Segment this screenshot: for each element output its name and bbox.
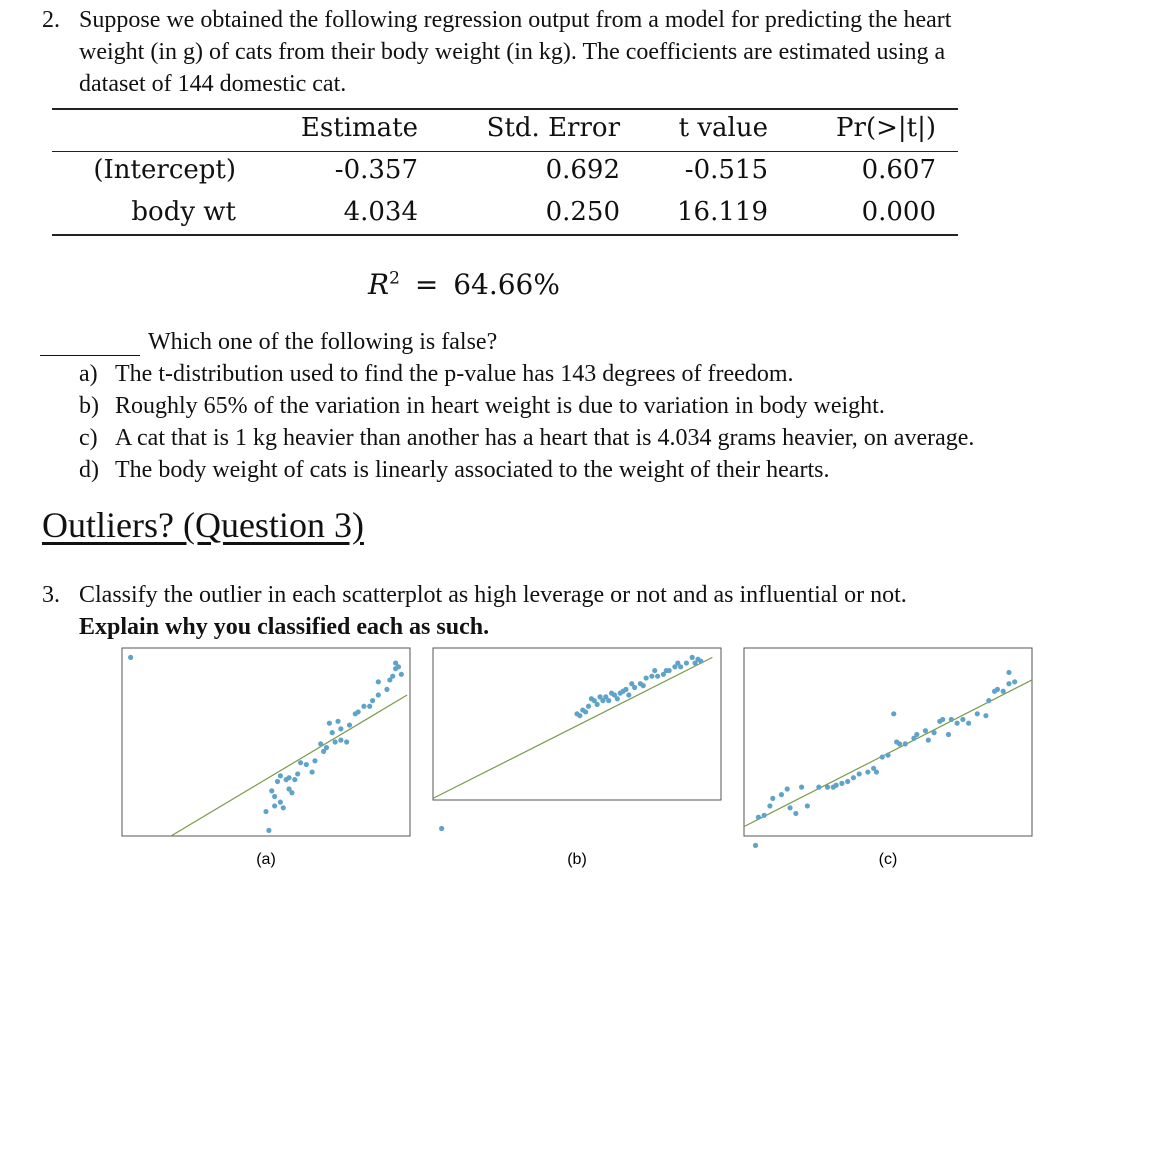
data-point [1006, 670, 1011, 675]
data-point [785, 786, 790, 791]
scatterplot-c [744, 648, 1032, 868]
data-point [338, 726, 343, 731]
data-point [779, 792, 784, 797]
panel-label: (a) [256, 851, 276, 868]
data-point [966, 721, 971, 726]
data-point [914, 732, 919, 737]
data-point [318, 741, 323, 746]
data-point [845, 779, 850, 784]
data-point [923, 728, 928, 733]
data-point [574, 711, 579, 716]
question-3-line-2: Explain why you classified each as such. [79, 614, 490, 640]
data-point [756, 815, 761, 820]
data-point [278, 800, 283, 805]
header-t-value: t value [678, 113, 768, 143]
data-point [880, 754, 885, 759]
data-point [946, 732, 951, 737]
data-point [393, 660, 398, 665]
data-point [649, 674, 654, 679]
header-estimate: Estimate [300, 113, 418, 143]
question-2-number: 2. [42, 7, 60, 33]
cell-estimate: 4.034 [343, 197, 418, 227]
question-3-line-1: 3. Classify the outlier in each scatterplot as high leverage or not and as influential or not. [42, 579, 907, 611]
data-point [897, 741, 902, 746]
data-point [304, 762, 309, 767]
data-point [652, 668, 657, 673]
data-point [586, 704, 591, 709]
panel-label: (c) [878, 851, 898, 868]
data-point [333, 739, 338, 744]
data-point [278, 773, 283, 778]
data-point [986, 698, 991, 703]
data-point [903, 741, 908, 746]
data-point [787, 805, 792, 810]
data-point [865, 769, 870, 774]
scatterplot-b [433, 648, 721, 868]
data-point [684, 660, 689, 665]
data-point [692, 660, 697, 665]
outlier-point [439, 826, 444, 831]
data-point [793, 811, 798, 816]
data-point [595, 702, 600, 707]
data-point [995, 687, 1000, 692]
data-point [1006, 681, 1011, 686]
question-2-line-2: weight (in g) of cats from their body weight (in kg). The coefficients are estimated using a [79, 39, 946, 65]
outlier-point [128, 655, 133, 660]
data-point [347, 722, 352, 727]
data-point [272, 803, 277, 808]
data-point [626, 692, 631, 697]
r-squared: $R^2 = 64.66\%$ [368, 268, 560, 301]
data-point [655, 674, 660, 679]
data-point [664, 668, 669, 673]
data-point [344, 739, 349, 744]
data-point [615, 696, 620, 701]
data-point [330, 730, 335, 735]
cell-p-value: 0.607 [861, 155, 936, 185]
outlier-point [753, 843, 758, 848]
data-point [338, 738, 343, 743]
data-point [376, 679, 381, 684]
option-c: c) A cat that is 1 kg heavier than another has a heart that is 4.034 grams heavier, on average. [79, 425, 975, 451]
data-point [387, 677, 392, 682]
data-point [690, 655, 695, 660]
row-term-intercept: (Intercept) [93, 155, 236, 185]
data-point [975, 711, 980, 716]
data-point [644, 675, 649, 680]
panel-label: (b) [567, 851, 587, 868]
data-point [370, 698, 375, 703]
section-heading: Outliers? (Question 3) [42, 505, 364, 545]
data-point [816, 785, 821, 790]
data-point [641, 683, 646, 688]
data-point [955, 721, 960, 726]
data-point [327, 721, 332, 726]
cell-t-value: -0.515 [684, 155, 768, 185]
row-term-body-wt: body wt [131, 197, 236, 227]
data-point [399, 672, 404, 677]
data-point [281, 805, 286, 810]
data-point [286, 786, 291, 791]
option-d: d) The body weight of cats is linearly associated to the weight of their hearts. [79, 457, 830, 483]
data-point [940, 717, 945, 722]
data-point [770, 796, 775, 801]
data-point [839, 781, 844, 786]
data-point [926, 738, 931, 743]
data-point [931, 730, 936, 735]
data-point [698, 659, 703, 664]
data-point [266, 828, 271, 833]
data-point [891, 711, 896, 716]
data-point [589, 696, 594, 701]
data-point [275, 779, 280, 784]
question-2-prompt: Which one of the following is false? [148, 329, 498, 355]
data-point [295, 771, 300, 776]
data-point [983, 713, 988, 718]
data-point [309, 769, 314, 774]
cell-t-value: 16.119 [677, 197, 768, 227]
question-2-line-1: 2. Suppose we obtained the following regression output from a model for predicting the heart [42, 4, 951, 36]
cell-std-error: 0.692 [545, 155, 620, 185]
data-point [284, 777, 289, 782]
scatterplot-a [122, 648, 410, 868]
data-point [367, 704, 372, 709]
data-point [629, 681, 634, 686]
data-point [376, 692, 381, 697]
fit-line [433, 657, 712, 798]
data-point [597, 694, 602, 699]
option-b: b) Roughly 65% of the variation in heart weight is due to variation in body weight. [79, 393, 885, 419]
question-2-line-3: dataset of 144 domestic cat. [79, 71, 347, 97]
data-point [762, 813, 767, 818]
data-point [831, 785, 836, 790]
data-point [292, 777, 297, 782]
data-point [620, 689, 625, 694]
plot-frame [122, 648, 410, 836]
data-point [606, 698, 611, 703]
header-p-value: Pr(>|t|) [836, 113, 936, 143]
cell-std-error: 0.250 [545, 197, 620, 227]
data-point [851, 775, 856, 780]
data-point [335, 719, 340, 724]
data-point [675, 660, 680, 665]
cell-p-value: 0.000 [861, 197, 936, 227]
cell-estimate: -0.357 [334, 155, 418, 185]
fit-line [171, 695, 407, 836]
data-point [269, 788, 274, 793]
data-point [960, 717, 965, 722]
data-point [1001, 689, 1006, 694]
data-point [805, 803, 810, 808]
data-point [272, 794, 277, 799]
data-point [885, 753, 890, 758]
plot-frame [744, 648, 1032, 836]
data-point [857, 771, 862, 776]
r-squared-value: 64.66% [453, 268, 560, 301]
data-point [361, 704, 366, 709]
data-point [949, 717, 954, 722]
header-std-error: Std. Error [486, 113, 620, 143]
data-point [384, 687, 389, 692]
data-point [356, 709, 361, 714]
data-point [298, 760, 303, 765]
data-point [1012, 679, 1017, 684]
data-point [799, 785, 804, 790]
question-3-number: 3. [42, 582, 60, 608]
option-a: a) The t-distribution used to find the p-value has 143 degrees of freedom. [79, 361, 794, 387]
data-point [767, 803, 772, 808]
data-point [312, 758, 317, 763]
data-point [871, 766, 876, 771]
data-point [609, 691, 614, 696]
data-point [825, 785, 830, 790]
data-point [263, 809, 268, 814]
data-point [321, 749, 326, 754]
data-point [583, 709, 588, 714]
